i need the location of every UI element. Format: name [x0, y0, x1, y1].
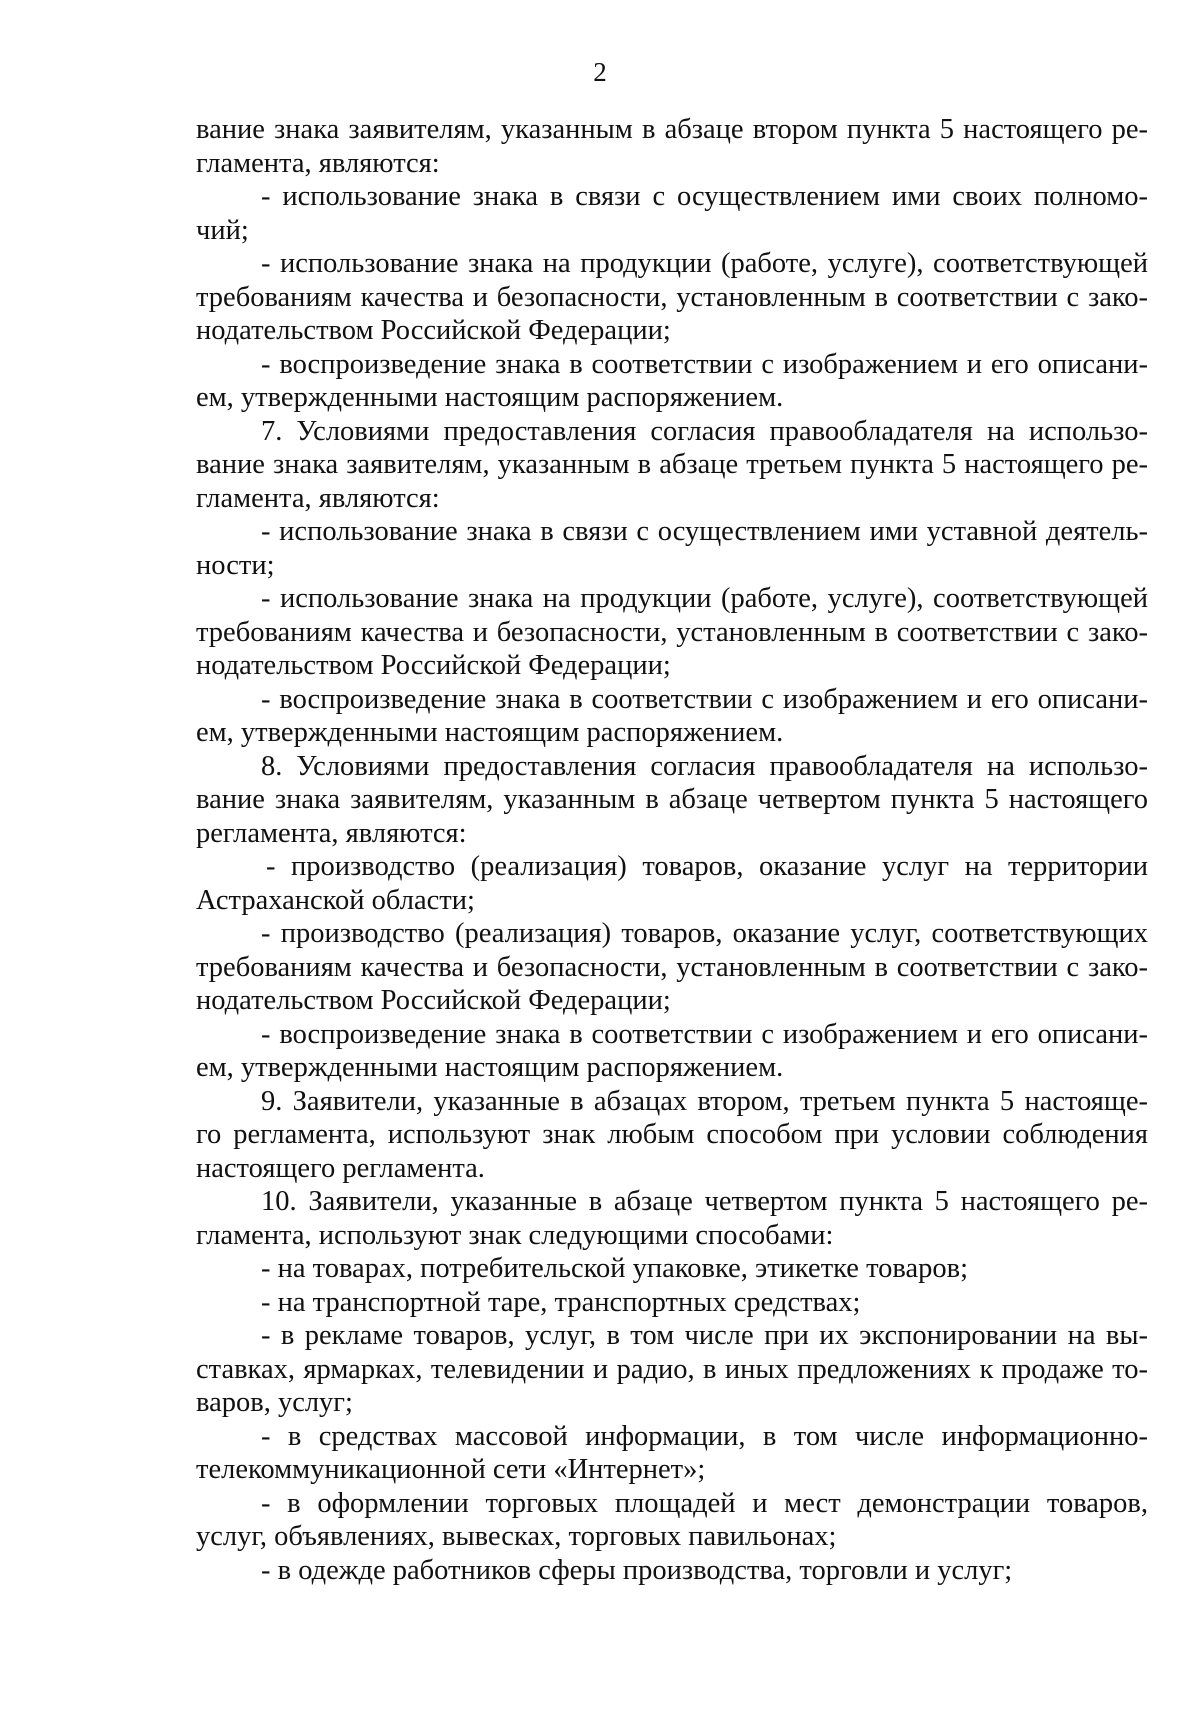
text-line: регламента, являются: — [196, 817, 467, 849]
text-line: - использование знака в связи с осуществлением ими своих полномо- — [261, 181, 1148, 212]
text-line: ем, утвержденными настоящим распоряжением. — [196, 382, 784, 413]
text-line: - в рекламе товаров, услуг, в том числе при их экспонировании на вы- — [261, 1320, 1148, 1351]
text-line: настоящего регламента. — [196, 1152, 485, 1184]
text-line: телекоммуникационной сети «Интернет»; — [196, 1454, 706, 1485]
text-line: - производство (реализация) товаров, оказание услуг, соответствующих — [261, 918, 1148, 949]
text-line: услуг, объявлениях, вывесках, торговых павильонах; — [196, 1521, 837, 1552]
text-line: ставках, ярмарках, телевидении и радио, в иных предложениях к продаже то- — [196, 1353, 1148, 1385]
text-line: нодательством Российской Федерации; — [196, 315, 671, 346]
text-line: гламента, являются: — [196, 147, 440, 179]
text-line: Астраханской области; — [196, 884, 475, 916]
text-line: - воспроизведение знака в соответствии с изображением и его описани- — [261, 1018, 1148, 1050]
text-line: - использование знака в связи с осуществлением ими уставной деятель- — [261, 516, 1148, 547]
text-line: варов, услуг; — [196, 1387, 353, 1418]
text-line: требованиям качества и безопасности, установленным в соответствии с зако- — [196, 281, 1148, 313]
text-line: требованиям качества и безопасности, установленным в соответствии с зако- — [196, 616, 1148, 648]
text-line: - использование знака на продукции (работе, услуге), соответствующей — [261, 248, 1148, 279]
text-line: го регламента, используют знак любым способом при условии соблюдения — [196, 1119, 1148, 1150]
text-line: 7. Условиями предоставления согласия правообладателя на использо- — [261, 415, 1148, 447]
text-line: гламента, используют знак следующими способами: — [196, 1219, 834, 1251]
text-line: - в средствах массовой информации, в том числе информационно- — [261, 1420, 1148, 1452]
text-line: требованиям качества и безопасности, установленным в соответствии с зако- — [196, 951, 1148, 983]
page-number: 2 — [593, 57, 607, 87]
text-line: ности; — [196, 549, 275, 581]
text-line: 10. Заявители, указанные в абзаце четвертом пункта 5 настоящего ре- — [261, 1186, 1148, 1217]
text-line: - на товарах, потребительской упаковке, этикетке товаров; — [261, 1253, 969, 1284]
text-line: 8. Условиями предоставления согласия правообладателя на использо- — [261, 750, 1148, 782]
text-line: - воспроизведение знака в соответствии с изображением и его описани- — [261, 683, 1148, 715]
text-line: вание знака заявителям, указанным в абзаце третьем пункта 5 настоящего ре- — [196, 449, 1148, 480]
document-body — [196, 113, 1148, 1587]
text-line: вание знака заявителям, указанным в абзаце четвертом пункта 5 настоящего — [196, 784, 1148, 815]
text-line: - использование знака на продукции (работе, услуге), соответствующей — [261, 583, 1148, 614]
text-line: нодательством Российской Федерации; — [196, 985, 671, 1016]
text-line: 9. Заявители, указанные в абзацах втором, третьем пункта 5 настояще- — [261, 1085, 1148, 1117]
text-line: - воспроизведение знака в соответствии с изображением и его описани- — [261, 348, 1148, 380]
text-line: - на транспортной таре, транспортных средствах; — [261, 1286, 861, 1318]
text-line: - в одежде работников сферы производства, торговли и услуг; — [261, 1554, 1013, 1586]
text-line: вание знака заявителям, указанным в абзаце втором пункта 5 настоящего ре- — [196, 114, 1148, 145]
text-line: - в оформлении торговых площадей и мест демонстрации товаров, — [261, 1487, 1148, 1519]
text-line: - производство (реализация) товаров, оказание услуг на территории — [266, 851, 1148, 882]
text-line: ем, утвержденными настоящим распоряжением. — [196, 1052, 784, 1083]
text-line: чий; — [196, 214, 249, 246]
text-line: ем, утвержденными настоящим распоряжением. — [196, 717, 784, 748]
text-line: нодательством Российской Федерации; — [196, 650, 671, 681]
text-line: гламента, являются: — [196, 482, 440, 514]
